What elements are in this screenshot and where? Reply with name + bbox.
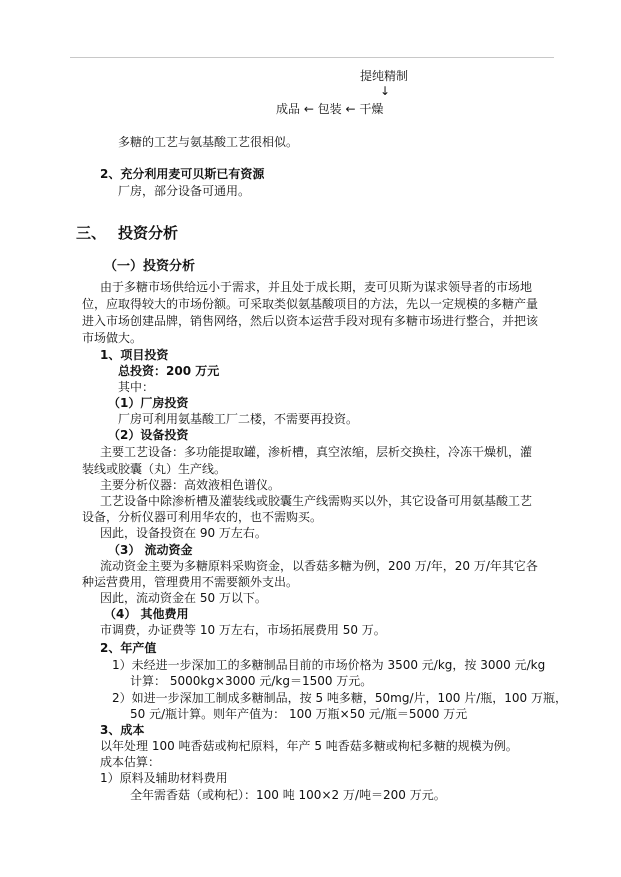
subheading: （4） 其他费用 xyxy=(104,607,189,621)
text-line: 全年需香菇（或枸杞）：100 吨 100×2 万/吨＝200 万元。 xyxy=(130,788,446,802)
paragraph-line: 位，应取得较大的市场份额。可采取类似氨基酸项目的方法，先以一定规模的多糖产量 xyxy=(82,297,539,311)
paragraph-line: 市场做大。 xyxy=(82,331,143,345)
text-line: 流动资金主要为多糖原料采购资金，以香菇多糖为例，200 万/年，20 万/年其它各 xyxy=(100,559,538,573)
flow-down-arrow: ↓ xyxy=(380,84,391,98)
text-line: 其中： xyxy=(118,380,155,394)
text-line: 以年处理 100 吨香菇或枸杞原料，年产 5 吨香菇多糖或枸杞多糖的规模为例。 xyxy=(100,739,518,753)
subheading: （3） 流动资金 xyxy=(108,543,193,557)
subsection-title: （一）投资分析 xyxy=(104,259,196,274)
text-line: 装线或胶囊（丸）生产线。 xyxy=(82,462,227,476)
section-heading: 2、充分利用麦可贝斯已有资源 xyxy=(100,167,265,181)
paragraph-line: 由于多糖市场供给远小于需求，并且处于成长期，麦可贝斯为谋求领导者的市场地 xyxy=(100,280,533,294)
text-line: 种运营费用，管理费用不需要额外支出。 xyxy=(82,575,299,589)
paragraph-line: 进入市场创建品牌，销售网络，然后以资本运营手段对现有多糖市场进行整合，并把该 xyxy=(82,314,539,328)
text-line: 设备，分析仪器可利用华农的，也不需购买。 xyxy=(82,510,323,524)
text-line: 2）如进一步深加工制成多糖制品，按 5 吨多糖，50mg/片，100 片/瓶，100 万瓶， xyxy=(112,691,568,705)
text-line: 1）原料及辅助材料费用 xyxy=(100,771,228,785)
text-line: 总投资：200 万元 xyxy=(118,364,220,378)
text-line: 因此，流动资金在 50 万以下。 xyxy=(100,591,267,605)
text-line: 因此，设备投资在 90 万左右。 xyxy=(100,526,267,540)
text-line: 50 元/瓶计算。则年产值为： 100 万瓶×50 元/瓶＝5000 万元 xyxy=(130,707,468,721)
text-line: 多糖的工艺与氨基酸工艺很相似。 xyxy=(118,135,299,149)
section-heading: 3、成本 xyxy=(100,723,145,737)
subheading: （1）厂房投资 xyxy=(108,396,189,410)
text-line: 成本估算： xyxy=(100,755,161,769)
text-line: 1）未经进一步深加工的多糖制品目前的市场价格为 3500 元/kg，按 3000 元/kg xyxy=(112,658,546,672)
flow-top-step: 提纯精制 xyxy=(360,69,409,83)
section-heading: 2、年产值 xyxy=(100,641,157,655)
text-line: 计算： 5000kg×3000 元/kg＝1500 万元。 xyxy=(130,674,373,688)
chapter-title: 投资分析 xyxy=(118,224,179,242)
subheading: （2）设备投资 xyxy=(108,428,189,442)
text-line: 厂房，部分设备可通用。 xyxy=(118,184,251,198)
text-line: 市调费，办证费等 10 万左右，市场拓展费用 50 万。 xyxy=(100,623,386,637)
text-line: 厂房可利用氨基酸工厂二楼，不需要再投资。 xyxy=(118,412,359,426)
text-line: 主要工艺设备：多功能提取罐，渗析槽，真空浓缩，层析交换柱，冷冻干燥机，灌 xyxy=(100,445,533,459)
chapter-number: 三、 xyxy=(76,224,107,242)
flow-row: 成品 ← 包装 ← 干燥 xyxy=(276,102,384,116)
text-line: 主要分析仪器：高效液相色谱仪。 xyxy=(100,478,281,492)
text-line: 工艺设备中除渗析槽及灌装线或胶囊生产线需购买以外，其它设备可用氨基酸工艺 xyxy=(100,494,533,508)
header-rule xyxy=(70,57,554,58)
section-heading: 1、项目投资 xyxy=(100,348,169,362)
